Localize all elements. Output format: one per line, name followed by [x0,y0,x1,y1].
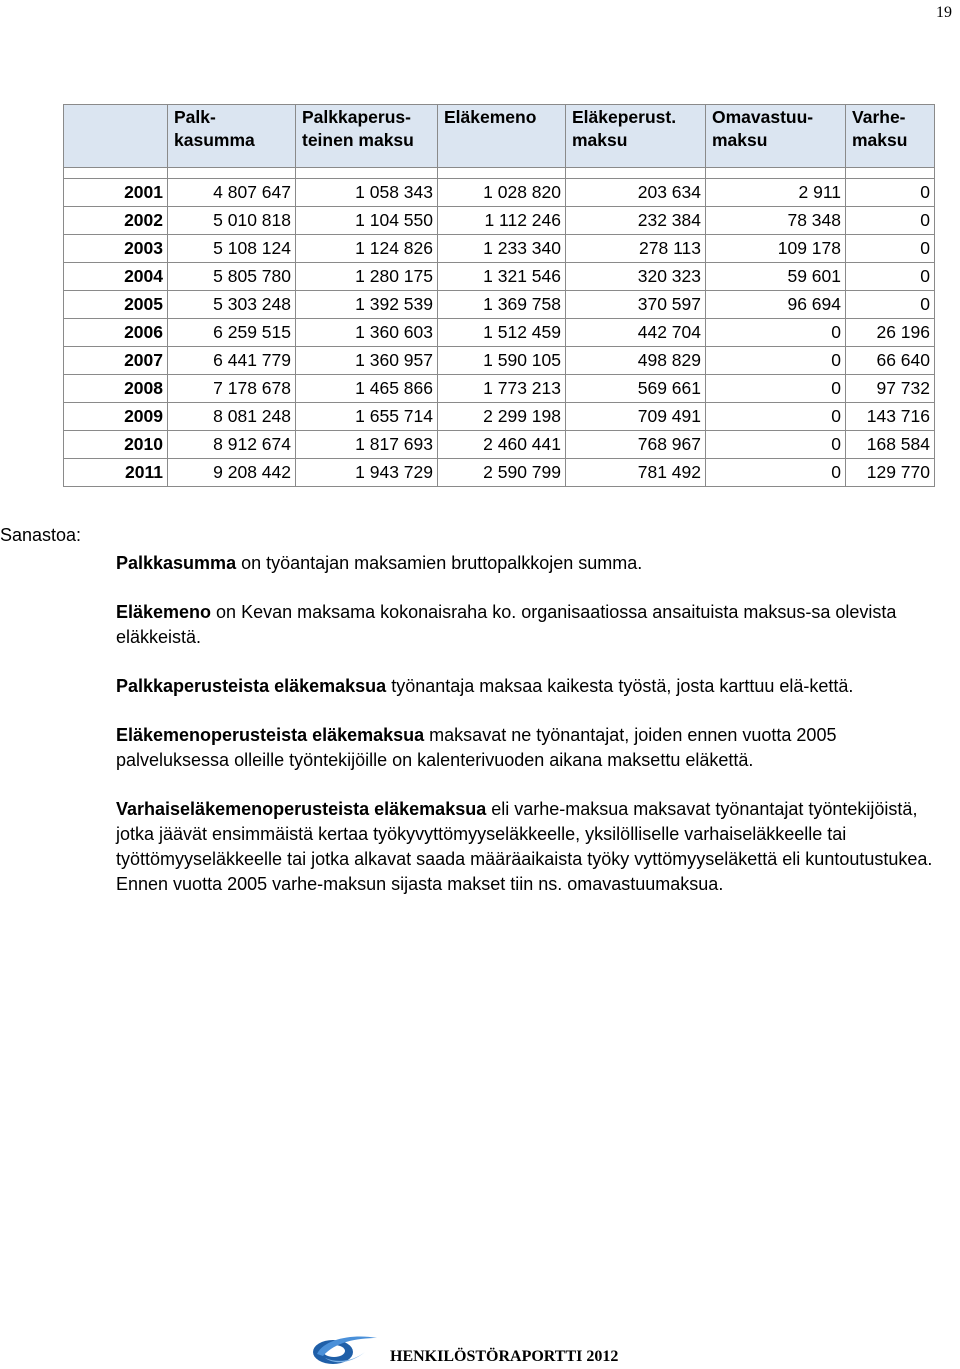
value-cell: 320 323 [566,263,706,291]
value-cell: 0 [706,431,846,459]
value-cell: 129 770 [846,459,935,487]
value-cell: 768 967 [566,431,706,459]
value-cell: 203 634 [566,179,706,207]
year-cell: 2004 [64,263,168,291]
value-cell: 26 196 [846,319,935,347]
glossary-item [116,600,951,650]
value-cell: 1 104 550 [296,207,438,235]
table-row [64,347,935,375]
value-cell: 1 028 820 [438,179,566,207]
glossary-item [116,723,951,773]
year-cell: 2006 [64,319,168,347]
value-cell: 2 911 [706,179,846,207]
value-cell: 5 303 248 [168,291,296,319]
value-cell: 370 597 [566,291,706,319]
glossary-term: Palkkasumma [116,553,237,573]
value-cell: 1 058 343 [296,179,438,207]
header-cell: Eläkeperust. maksu [566,105,706,168]
glossary-definition: eli varhe-maksua maksavat työnantajat työntekijöistä, jotka jäävät ensimmäistä kertaa työkyvyttömyyseläkkeelle, yksilölliselle varhaiseläkkeelle tai työttömyyseläkkeelle tai jotka alkavat saada määräaikaista työky vyttömyyseläkettä eli kuntoutustukea. Ennen vuotta 2005 varhe-maksun sijasta makset tiin ns. omavastuumaksua. [116,799,933,894]
table-row [64,291,935,319]
value-cell: 0 [846,291,935,319]
glossary-heading: Sanastoa: [0,525,82,545]
value-cell: 709 491 [566,403,706,431]
table-spacer-row [64,168,935,179]
header-cell: Omavastuu-maksu [706,105,846,168]
year-cell: 2003 [64,235,168,263]
value-cell: 1 590 105 [438,347,566,375]
value-cell: 1 321 546 [438,263,566,291]
glossary-item [116,551,951,576]
value-cell: 0 [846,235,935,263]
value-cell: 781 492 [566,459,706,487]
glossary-term: Eläkemenoperusteista eläkemaksua [116,725,425,745]
value-cell: 168 584 [846,431,935,459]
header-cell: Eläkemeno [438,105,566,168]
table-row [64,235,935,263]
table-header-row [64,105,935,168]
year-cell: 2008 [64,375,168,403]
year-cell: 2001 [64,179,168,207]
year-cell: 2005 [64,291,168,319]
value-cell: 0 [846,179,935,207]
table-row [64,179,935,207]
header-cell: Palkkaperus-teinen maksu [296,105,438,168]
table-row [64,319,935,347]
value-cell: 1 817 693 [296,431,438,459]
value-cell: 1 280 175 [296,263,438,291]
year-cell: 2009 [64,403,168,431]
glossary-definition: on Kevan maksama kokonaisraha ko. organisaatiossa ansaituista maksus-sa olevista eläkkeistä. [116,602,897,647]
value-cell: 7 178 678 [168,375,296,403]
value-cell: 232 384 [566,207,706,235]
value-cell: 5 805 780 [168,263,296,291]
value-cell: 143 716 [846,403,935,431]
report-title: HENKILÖSTÖRAPORTTI 2012 [390,1348,619,1365]
value-cell: 66 640 [846,347,935,375]
page-number: 19 [936,4,952,21]
value-cell: 1 360 603 [296,319,438,347]
glossary-definition: maksavat ne työnantajat, joiden ennen vuotta 2005 palveluksessa olleille työntekijöille on kalenterivuoden aikana maksettu eläkettä. [116,725,837,770]
value-cell: 96 694 [706,291,846,319]
value-cell: 0 [706,403,846,431]
table-row [64,459,935,487]
value-cell: 442 704 [566,319,706,347]
table-row [64,375,935,403]
value-cell: 109 178 [706,235,846,263]
year-cell: 2011 [64,459,168,487]
value-cell: 1 392 539 [296,291,438,319]
header-cell: Palk-kasumma [168,105,296,168]
value-cell: 1 369 758 [438,291,566,319]
glossary-item [116,797,951,897]
table-row [64,431,935,459]
value-cell: 2 460 441 [438,431,566,459]
table-row [64,263,935,291]
value-cell: 6 441 779 [168,347,296,375]
value-cell: 278 113 [566,235,706,263]
value-cell: 6 259 515 [168,319,296,347]
glossary-item [116,674,951,699]
value-cell: 8 912 674 [168,431,296,459]
value-cell: 569 661 [566,375,706,403]
glossary [116,551,951,921]
value-cell: 1 773 213 [438,375,566,403]
header-cell: Varhe-maksu [846,105,935,168]
value-cell: 59 601 [706,263,846,291]
glossary-definition: on työantajan maksamien bruttopalkkojen summa. [236,553,643,573]
value-cell: 1 124 826 [296,235,438,263]
year-cell: 2007 [64,347,168,375]
kuntien-eläkevakuutus-e-logo-icon [305,1330,383,1366]
value-cell: 1 233 340 [438,235,566,263]
value-cell: 9 208 442 [168,459,296,487]
header-cell [64,105,168,168]
table-row [64,207,935,235]
value-cell: 1 512 459 [438,319,566,347]
value-cell: 1 112 246 [438,207,566,235]
value-cell: 8 081 248 [168,403,296,431]
glossary-term: Varhaiseläkemenoperusteista eläkemaksua [116,799,487,819]
value-cell: 0 [706,347,846,375]
value-cell: 1 655 714 [296,403,438,431]
value-cell: 4 807 647 [168,179,296,207]
value-cell: 97 732 [846,375,935,403]
year-cell: 2002 [64,207,168,235]
glossary-term: Palkkaperusteista eläkemaksua [116,676,387,696]
value-cell: 1 943 729 [296,459,438,487]
table-row [64,403,935,431]
value-cell: 0 [846,263,935,291]
value-cell: 5 108 124 [168,235,296,263]
value-cell: 5 010 818 [168,207,296,235]
value-cell: 2 590 799 [438,459,566,487]
value-cell: 498 829 [566,347,706,375]
value-cell: 0 [846,207,935,235]
value-cell: 2 299 198 [438,403,566,431]
value-cell: 0 [706,459,846,487]
glossary-term: Eläkemeno [116,602,212,622]
pension-statistics-table [63,104,935,487]
value-cell: 1 360 957 [296,347,438,375]
value-cell: 78 348 [706,207,846,235]
value-cell: 0 [706,375,846,403]
value-cell: 0 [706,319,846,347]
value-cell: 1 465 866 [296,375,438,403]
year-cell: 2010 [64,431,168,459]
glossary-definition: työnantaja maksaa kaikesta työstä, josta karttuu elä-kettä. [386,676,854,696]
